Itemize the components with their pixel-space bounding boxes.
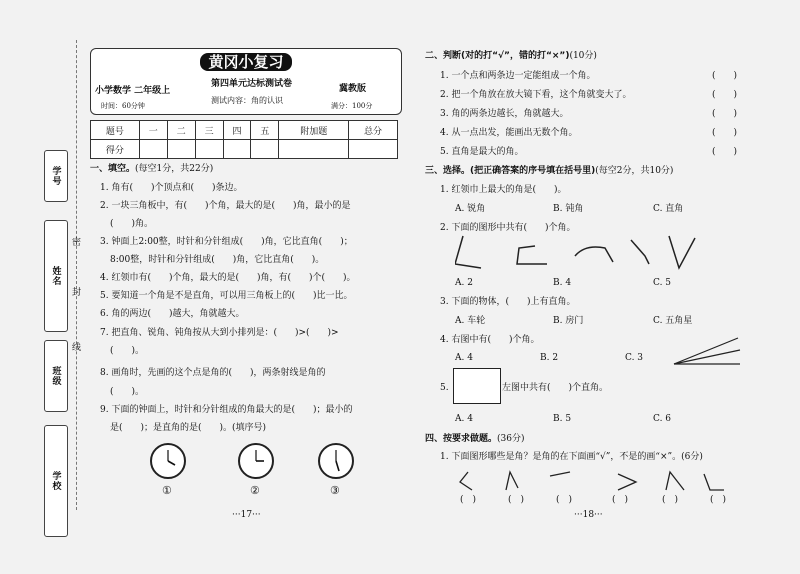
score-cell[interactable] [279, 140, 349, 159]
seal-char-xian: 线 [72, 343, 82, 353]
score-table [90, 120, 398, 159]
choice-4-a: A. 4 [455, 353, 473, 363]
score-row [91, 140, 398, 159]
q1-4: 4. 红领巾有( )个角，最大的是( )角，有( )个( )。 [100, 273, 356, 283]
q1-3-cont: 8:00整，时针和分针组成( )角，它比直角( )。 [110, 255, 325, 265]
choice-3-c: C. 五角星 [653, 316, 693, 326]
q1-8-cont: ( )。 [110, 387, 145, 397]
task-answer-6[interactable]: ( ) [710, 495, 727, 505]
clock-hands-icon [320, 445, 352, 477]
choice-4: 4. 右图中有( )个角。 [440, 335, 540, 345]
task-answer-1[interactable]: ( ) [460, 495, 477, 505]
judge-answer-3[interactable]: ( ) [712, 109, 738, 119]
score-row-label: 得分 [91, 140, 140, 159]
section4-heading: 四、按要求做题。(36分) [425, 434, 525, 444]
clock-hands-icon [240, 445, 272, 477]
score-cell[interactable] [251, 140, 279, 159]
clock-hands-icon [152, 445, 184, 477]
brand-logo: 黄冈小复习 [91, 51, 401, 72]
choice-1-c: C. 直角 [653, 204, 684, 214]
choice-2-b: B. 4 [553, 278, 572, 288]
rectangle-figure-q5 [453, 368, 501, 404]
clock-2 [238, 443, 274, 479]
q1-7-cont: ( )。 [110, 346, 145, 356]
task-answer-3[interactable]: ( ) [556, 495, 573, 505]
subject-label: 小学数学 二年级上 [95, 86, 171, 96]
task-1: 1. 下面图形哪些是角？是角的在下面画“√”，不是的画“×”。(6分) [440, 452, 703, 462]
angle-figures-task1 [458, 470, 738, 492]
judge-answer-2[interactable]: ( ) [712, 90, 738, 100]
choice-1: 1. 红领巾上最大的角是( )。 [440, 185, 567, 195]
judge-answer-4[interactable]: ( ) [712, 128, 738, 138]
task-answer-4[interactable]: ( ) [612, 495, 629, 505]
score-header: 五 [251, 121, 279, 140]
score-cell[interactable] [195, 140, 223, 159]
choice-2: 2. 下面的图形中共有( )个角。 [440, 223, 576, 233]
judge-2: 2. 把一个角放在放大镜下看，这个角就变大了。 [440, 90, 632, 100]
choice-5-number: 5. [440, 383, 449, 393]
score-header: 一 [139, 121, 167, 140]
choice-3-b: B. 房门 [553, 316, 584, 326]
name-label: 姓名 [44, 220, 68, 332]
seal-char-feng: 封 [72, 288, 82, 298]
score-cell[interactable] [223, 140, 251, 159]
clock-label-3: ③ [330, 484, 340, 497]
score-cell[interactable] [139, 140, 167, 159]
q1-7: 7. 把直角、锐角、钝角按从大到小排列是：( )>( )> [100, 328, 339, 338]
score-header-row [91, 121, 398, 140]
choice-4-c: C. 3 [625, 353, 644, 363]
clock-1 [150, 443, 186, 479]
choice-3-a: A. 车轮 [455, 316, 486, 326]
clock-label-1: ① [162, 484, 172, 497]
edition-label: 冀教版 [339, 84, 367, 94]
score-header: 附加题 [279, 121, 349, 140]
score-header: 三 [195, 121, 223, 140]
choice-5: 左图中共有( )个直角。 [502, 383, 609, 393]
score-header: 四 [223, 121, 251, 140]
judge-5: 5. 直角是最大的角。 [440, 147, 524, 157]
choice-5-c: C. 6 [653, 414, 672, 424]
clock-label-2: ② [250, 484, 260, 497]
q1-9: 9. 下面的钟面上，时针和分针组成的角最大的是( )；最小的 [100, 405, 353, 415]
score-header: 题号 [91, 121, 140, 140]
class-label: 班级 [44, 340, 68, 412]
choice-4-b: B. 2 [540, 353, 559, 363]
q1-5: 5. 要知道一个角是不是直角，可以用三角板上的( )比一比。 [100, 291, 353, 301]
q1-9-cont: 是( )；是直角的是( )。(填序号) [110, 423, 267, 433]
angle-figure-q4 [672, 336, 742, 366]
seal-char-mi: 密 [72, 238, 82, 248]
choice-1-b: B. 钝角 [553, 204, 584, 214]
q1-1: 1. 角有( )个顶点和( )条边。 [100, 183, 243, 193]
choice-2-a: A. 2 [455, 278, 473, 288]
content-label: 测试内容：角的认识 [211, 96, 283, 105]
school-label: 学校 [44, 425, 68, 537]
binding-sidebar [36, 40, 82, 510]
q1-6: 6. 角的两边( )越大，角就越大。 [100, 309, 245, 319]
choice-1-a: A. 锐角 [455, 204, 486, 214]
choice-5-b: B. 5 [553, 414, 572, 424]
student-number-label: 学号 [44, 150, 68, 202]
score-cell[interactable] [349, 140, 398, 159]
time-label: 时间：60分钟 [101, 102, 145, 110]
judge-answer-1[interactable]: ( ) [712, 71, 738, 81]
task-answer-5[interactable]: ( ) [662, 495, 679, 505]
angle-figures-q2 [455, 234, 735, 270]
unit-title: 第四单元达标测试卷 [211, 79, 293, 89]
clock-3 [318, 443, 354, 479]
score-header: 二 [167, 121, 195, 140]
choice-3: 3. 下面的物体，( )上有直角。 [440, 297, 576, 307]
section3-heading: 三、选择。(把正确答案的序号填在括号里)(每空2分，共10分) [425, 166, 674, 176]
page-number-right: ···18··· [574, 510, 603, 520]
q1-8: 8. 画角时，先画的这个点是角的( )，两条射线是角的 [100, 368, 326, 378]
q1-2: 2. 一块三角板中，有( )个角，最大的是( )角，最小的是 [100, 201, 351, 211]
score-cell[interactable] [167, 140, 195, 159]
task-answer-2[interactable]: ( ) [508, 495, 525, 505]
q1-3: 3. 钟面上2:00整，时针和分针组成( )角，它比直角( )； [100, 237, 353, 247]
paper-header [90, 48, 402, 115]
score-header: 总分 [349, 121, 398, 140]
judge-3: 3. 角的两条边越长，角就越大。 [440, 109, 569, 119]
section2-heading: 二、判断(对的打“√”，错的打“×”)(10分) [425, 51, 597, 61]
section1-heading: 一、填空。(每空1分，共22分) [90, 164, 214, 174]
q1-2-cont: ( )角。 [110, 219, 154, 229]
judge-4: 4. 从一点出发，能画出无数个角。 [440, 128, 578, 138]
judge-1: 1. 一个点和两条边一定能组成一个角。 [440, 71, 596, 81]
choice-5-a: A. 4 [455, 414, 473, 424]
page-number-left: ···17··· [232, 510, 261, 520]
judge-answer-5[interactable]: ( ) [712, 147, 738, 157]
choice-2-c: C. 5 [653, 278, 672, 288]
full-score-label: 满分：100分 [331, 102, 373, 110]
